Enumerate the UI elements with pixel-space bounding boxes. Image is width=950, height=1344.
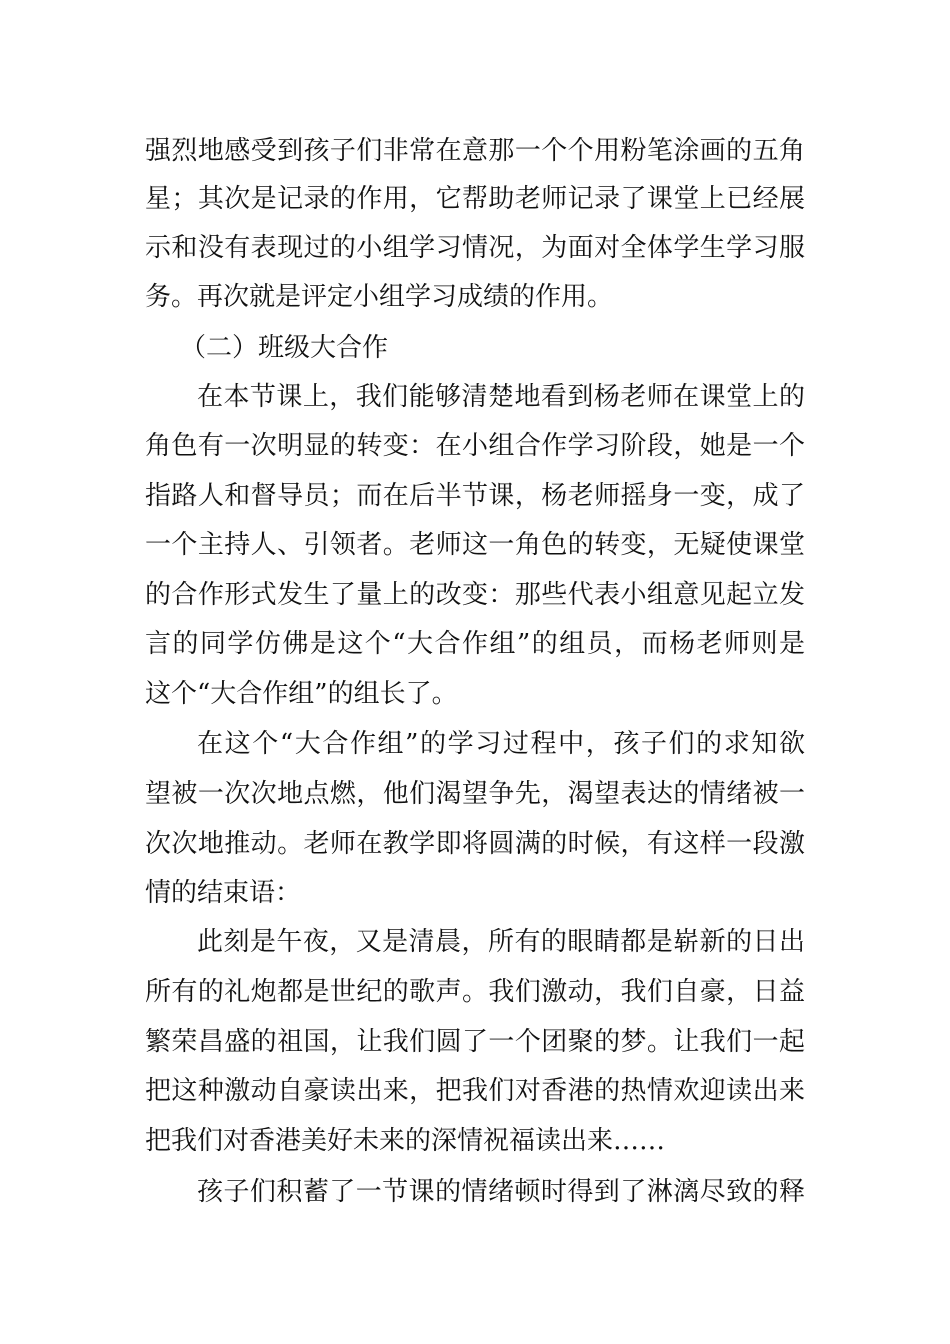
body-line: 星；其次是记录的作用，它帮助老师记录了课堂上已经展	[145, 184, 805, 214]
body-line: 务。再次就是评定小组学习成绩的作用。	[145, 282, 614, 312]
body-line: 言的同学仿佛是这个“大合作组”的组员，而杨老师则是	[145, 629, 805, 659]
section-heading: （二）班级大合作	[180, 333, 389, 363]
body-line: 指路人和督导员；而在后半节课，杨老师摇身一变，成了	[145, 481, 805, 511]
body-line: 情的结束语：	[145, 878, 302, 908]
body-line: 一个主持人、引领者。老师这一角色的转变，无疑使课堂	[145, 530, 805, 560]
body-line: 这个“大合作组”的组长了。	[145, 679, 458, 709]
paragraph-first-line: 在这个“大合作组”的学习过程中，孩子们的求知欲	[197, 729, 805, 759]
paragraph-first-line: 此刻是午夜，又是清晨，所有的眼睛都是崭新的日出	[197, 927, 805, 957]
body-line: 角色有一次明显的转变：在小组合作学习阶段，她是一个	[145, 431, 805, 461]
paragraph-first-line: 孩子们积蓄了一节课的情绪顿时得到了淋漓尽致的释	[197, 1177, 805, 1207]
body-line: 强烈地感受到孩子们非常在意那一个个用粉笔涂画的五角	[145, 136, 805, 166]
body-line: 望被一次次地点燃，他们渴望争先，渴望表达的情绪被一	[145, 779, 805, 809]
body-line: 所有的礼炮都是世纪的歌声。我们激动，我们自豪，日益	[145, 977, 805, 1007]
paragraph-first-line: 在本节课上，我们能够清楚地看到杨老师在课堂上的	[197, 382, 805, 412]
body-line: 示和没有表现过的小组学习情况，为面对全体学生学习服	[145, 233, 805, 263]
body-line: 次次地推动。老师在教学即将圆满的时候，有这样一段激	[145, 829, 805, 859]
body-line: 的合作形式发生了量上的改变：那些代表小组意见起立发	[145, 580, 805, 610]
body-line: 繁荣昌盛的祖国，让我们圆了一个团聚的梦。让我们一起	[145, 1027, 805, 1057]
body-line: 把我们对香港美好未来的深情祝福读出来……	[145, 1126, 666, 1156]
body-line: 把这种激动自豪读出来，把我们对香港的热情欢迎读出来	[145, 1076, 805, 1106]
